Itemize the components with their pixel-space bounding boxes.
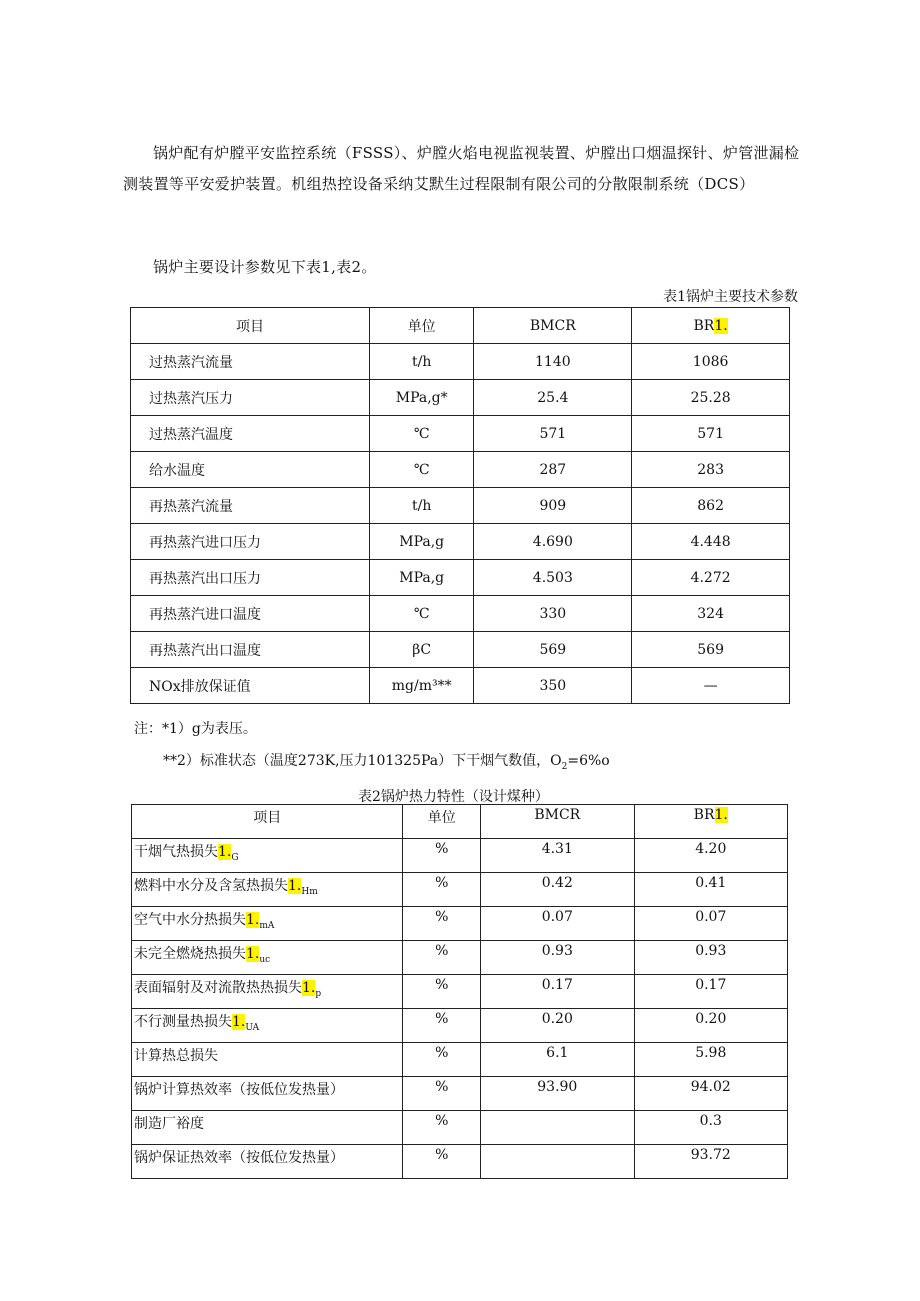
- boiler-main-parameters-table: [130, 307, 790, 704]
- row-item: 再热蒸汽流量: [131, 488, 370, 524]
- row-bmcr: 909: [474, 488, 632, 524]
- row-br: —: [632, 668, 790, 704]
- row-br: 1086: [632, 344, 790, 380]
- row-item-label: 计算热总损失: [134, 1048, 218, 1064]
- row-item: [132, 873, 403, 907]
- table1-caption: 表1锅炉主要技术参数: [663, 289, 798, 305]
- row-item: 再热蒸汽出口温度: [131, 632, 370, 668]
- boiler-thermal-characteristics-table: [131, 804, 788, 1179]
- row-bmcr: 6.1: [481, 1043, 635, 1077]
- row-item-label: 表面辐射及对流散热热损失: [134, 980, 302, 996]
- table2-caption: 表2锅炉热力特性（设计煤种）: [358, 789, 549, 805]
- row-br: 862: [632, 488, 790, 524]
- intro-paragraph-1: 锅炉配有炉膛平安监控系统（FSSS）、炉膛火焰电视监视装置、炉膛出口烟温探针、炉管泄漏检测装置等平安爱护装置。机组热控设备采纳艾默生过程限制有限公司的分散限制系统（DCS）: [123, 144, 800, 193]
- header-br: [634, 805, 787, 839]
- row-item-subscript: mA: [259, 920, 275, 931]
- row-unit: %: [403, 839, 481, 873]
- row-unit: %: [403, 941, 481, 975]
- highlight-mark: 1.: [302, 980, 316, 996]
- row-br: 283: [632, 452, 790, 488]
- row-br: 0.17: [634, 975, 787, 1009]
- table-row: [131, 668, 790, 704]
- row-bmcr: 0.07: [481, 907, 635, 941]
- row-item: 再热蒸汽出口压力: [131, 560, 370, 596]
- table-row: [131, 416, 790, 452]
- table-row: [132, 907, 788, 941]
- row-br: 0.07: [634, 907, 787, 941]
- highlight-mark: 1.: [218, 844, 232, 860]
- row-br: 25.28: [632, 380, 790, 416]
- row-item: 给水温度: [131, 452, 370, 488]
- row-br: 571: [632, 416, 790, 452]
- header-item: 项目: [131, 308, 370, 344]
- header-item: 项目: [132, 805, 403, 839]
- row-unit: ℃: [369, 596, 474, 632]
- row-br: 0.3: [634, 1111, 787, 1145]
- row-bmcr: 569: [474, 632, 632, 668]
- row-br: 5.98: [634, 1043, 787, 1077]
- row-unit: ℃: [369, 452, 474, 488]
- row-bmcr: 330: [474, 596, 632, 632]
- table-row: [131, 596, 790, 632]
- table-row: [131, 524, 790, 560]
- row-item-label: 不行测量热损失: [134, 1014, 232, 1030]
- row-unit: ℃: [369, 416, 474, 452]
- table-row: [132, 1145, 788, 1179]
- header-bmcr: BMCR: [481, 805, 635, 839]
- row-unit: MPa,g*: [369, 380, 474, 416]
- row-item-subscript: Hm: [301, 886, 318, 897]
- row-unit: %: [403, 1043, 481, 1077]
- row-br: 94.02: [634, 1077, 787, 1111]
- row-br: 569: [632, 632, 790, 668]
- row-unit: MPa,g: [369, 560, 474, 596]
- row-unit: MPa,g: [369, 524, 474, 560]
- row-bmcr: 4.503: [474, 560, 632, 596]
- row-bmcr: 4.690: [474, 524, 632, 560]
- table-row: [132, 839, 788, 873]
- row-br: 0.93: [634, 941, 787, 975]
- row-br: 4.272: [632, 560, 790, 596]
- row-bmcr: 1140: [474, 344, 632, 380]
- row-bmcr: 93.90: [481, 1077, 635, 1111]
- header-unit: 单位: [369, 308, 474, 344]
- row-bmcr: 0.17: [481, 975, 635, 1009]
- row-bmcr: 25.4: [474, 380, 632, 416]
- note-2: [163, 750, 610, 772]
- row-bmcr: 350: [474, 668, 632, 704]
- row-item-subscript: G: [231, 852, 239, 863]
- row-item-subscript: p: [315, 988, 322, 999]
- intro-paragraph-2: 锅炉主要设计参数见下表1,表2。: [153, 258, 377, 276]
- row-item-label: 燃料中水分及含氢热损失: [134, 878, 288, 894]
- row-br: 93.72: [634, 1145, 787, 1179]
- highlight-mark: 1.: [246, 946, 260, 962]
- row-unit: %: [403, 1077, 481, 1111]
- row-br: 324: [632, 596, 790, 632]
- row-item-label: 锅炉保证热效率（按低位发热量）: [134, 1150, 344, 1166]
- header-unit: 单位: [403, 805, 481, 839]
- table-row: [131, 632, 790, 668]
- table-row: [131, 488, 790, 524]
- row-item: 再热蒸汽进口压力: [131, 524, 370, 560]
- note-1: 注：*1）g为表压。: [134, 721, 257, 737]
- table-header-row: [132, 805, 788, 839]
- row-item-label: 锅炉计算热效率（按低位发热量）: [134, 1082, 344, 1098]
- row-bmcr: [481, 1145, 635, 1179]
- row-item-label: 制造厂裕度: [134, 1116, 204, 1132]
- row-br: 0.41: [634, 873, 787, 907]
- row-br: 4.448: [632, 524, 790, 560]
- table-row: [131, 560, 790, 596]
- highlight-mark: 1.: [288, 878, 302, 894]
- table-row: [132, 941, 788, 975]
- row-item-label: 空气中水分热损失: [134, 912, 246, 928]
- table-row: [131, 452, 790, 488]
- row-bmcr: 287: [474, 452, 632, 488]
- row-item: [132, 907, 403, 941]
- row-unit: %: [403, 873, 481, 907]
- row-item: [132, 941, 403, 975]
- row-unit: t/h: [369, 488, 474, 524]
- table-row: [132, 1009, 788, 1043]
- table-row: [132, 1043, 788, 1077]
- header-br-label: BR: [693, 807, 715, 823]
- row-item: 过热蒸汽温度: [131, 416, 370, 452]
- highlight-mark: 1.: [714, 807, 728, 823]
- row-bmcr: 571: [474, 416, 632, 452]
- row-item: [132, 839, 403, 873]
- table-row: [131, 344, 790, 380]
- row-bmcr: 0.42: [481, 873, 635, 907]
- row-br: 0.20: [634, 1009, 787, 1043]
- row-unit: %: [403, 1145, 481, 1179]
- header-br-label: BR: [693, 317, 715, 334]
- table-row: [132, 975, 788, 1009]
- row-item: [132, 1043, 403, 1077]
- row-unit: t/h: [369, 344, 474, 380]
- row-unit: %: [403, 1111, 481, 1145]
- highlight-mark: 1.: [232, 1014, 246, 1030]
- row-item: [132, 1009, 403, 1043]
- row-unit: %: [403, 975, 481, 1009]
- table-row: [131, 380, 790, 416]
- highlight-mark: 1.: [246, 912, 260, 928]
- header-br: [632, 308, 790, 344]
- row-br: 4.20: [634, 839, 787, 873]
- header-bmcr: BMCR: [474, 308, 632, 344]
- row-bmcr: [481, 1111, 635, 1145]
- row-bmcr: 0.93: [481, 941, 635, 975]
- table-header-row: [131, 308, 790, 344]
- row-item-subscript: uc: [259, 954, 271, 965]
- row-item-subscript: UA: [245, 1022, 260, 1033]
- row-item-label: 干烟气热损失: [134, 844, 218, 860]
- note-2-subscript: 2: [561, 761, 568, 772]
- table-row: [132, 873, 788, 907]
- row-item: 过热蒸汽流量: [131, 344, 370, 380]
- row-item: [132, 975, 403, 1009]
- row-item: [132, 1145, 403, 1179]
- highlight-mark: 1.: [714, 317, 728, 334]
- row-unit: %: [403, 907, 481, 941]
- row-item: 再热蒸汽进口温度: [131, 596, 370, 632]
- note-2-text: **2）标准状态（温度273K,压力101325Pa）下干烟气数值，O: [163, 753, 562, 769]
- row-item: [132, 1111, 403, 1145]
- table-row: [132, 1077, 788, 1111]
- table-row: [132, 1111, 788, 1145]
- row-unit: %: [403, 1009, 481, 1043]
- row-unit: βC: [369, 632, 474, 668]
- row-bmcr: 4.31: [481, 839, 635, 873]
- row-item: 过热蒸汽压力: [131, 380, 370, 416]
- row-item: [132, 1077, 403, 1111]
- row-item: NOx排放保证值: [131, 668, 370, 704]
- row-bmcr: 0.20: [481, 1009, 635, 1043]
- row-unit: mg/m³**: [369, 668, 474, 704]
- row-item-label: 未完全燃烧热损失: [134, 946, 246, 962]
- note-2-tail: =6%o: [567, 753, 610, 769]
